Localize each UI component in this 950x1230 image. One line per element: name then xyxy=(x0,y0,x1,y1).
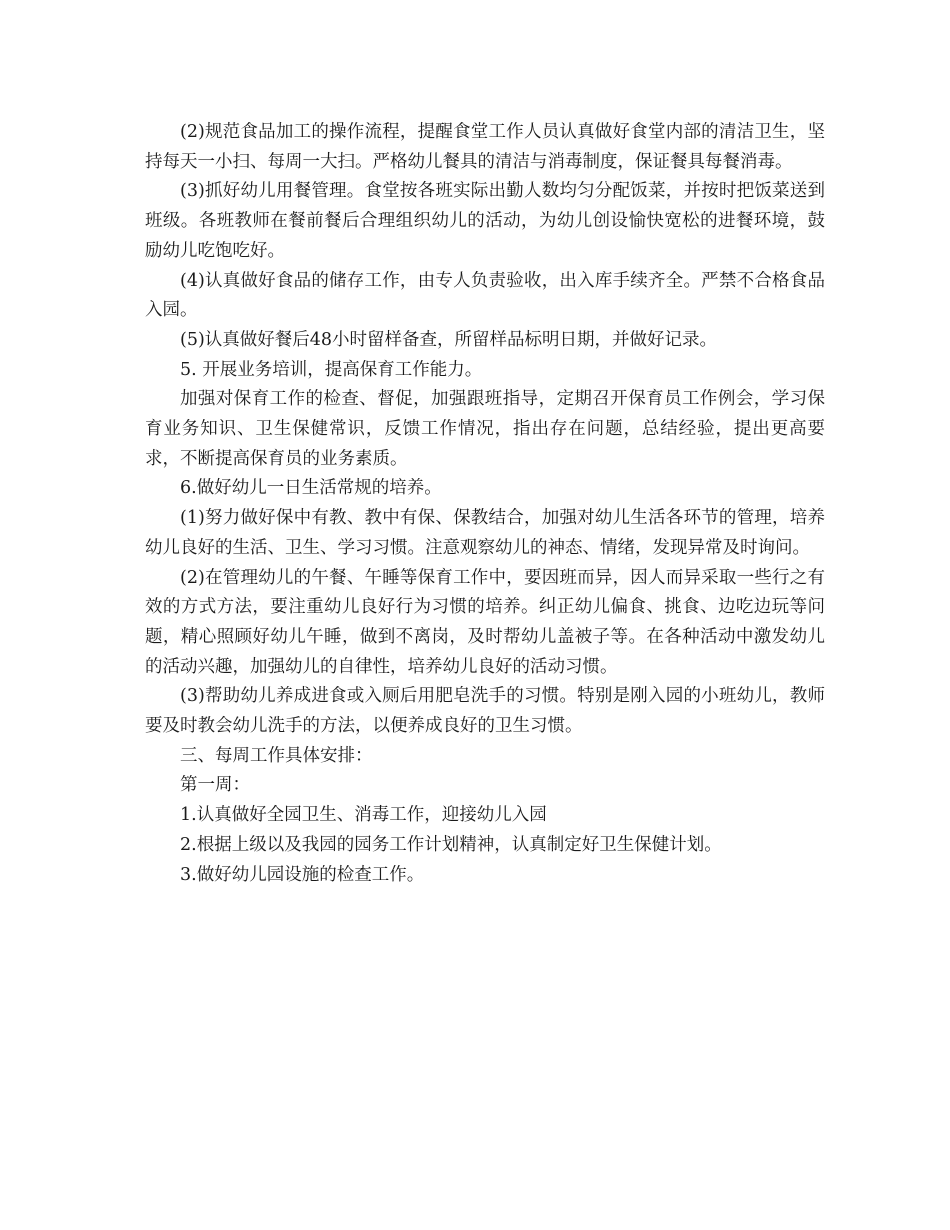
paragraph-routine-2: (2)在管理幼儿的午餐、午睡等保育工作中，要因班而异，因人而异采取一些行之有效的方式方法，要注重幼儿良好行为习惯的培养。纠正幼儿偏食、挑食、边吃边玩等问题，精心照顾好幼儿午睡，做到不离岗，及时帮幼儿盖被子等。在各种活动中激发幼儿的活动兴趣，加强幼儿的自律性，培养幼儿良好的活动习惯。 xyxy=(145,567,825,677)
list-item-week-one-3: 3.做好幼儿园设施的检查工作。 xyxy=(180,864,425,885)
paragraph-food-processing: (2)规范食品加工的操作流程，提醒食堂工作人员认真做好食堂内部的清洁卫生，坚持每天一小扫、每周一大扫。严格幼儿餐具的清洁与消毒制度，保证餐具每餐消毒。 xyxy=(145,122,825,172)
paragraph-routine-1: (1)努力做好保中有教、教中有保、保教结合，加强对幼儿生活各环节的管理，培养幼儿良好的生活、卫生、学习习惯。注意观察幼儿的神态、情绪，发现异常及时询问。 xyxy=(145,508,825,558)
paragraph-food-sample: (5)认真做好餐后48小时留样备查，所留样品标明日期，并做好记录。 xyxy=(180,329,718,350)
paragraph-routine-3: (3)帮助幼儿养成进食或入厕后用肥皂洗手的习惯。特别是刚入园的小班幼儿，教师要及时教会幼儿洗手的方法，以便养成良好的卫生习惯。 xyxy=(145,686,825,737)
paragraph-meal-management: (3)抓好幼儿用餐管理。食堂按各班实际出勤人数均匀分配饭菜，并按时把饭菜送到班级。各班教师在餐前餐后合理组织幼儿的活动，为幼儿创设愉快宽松的进餐环境，鼓励幼儿吃饱吃好。 xyxy=(145,181,825,261)
paragraph-training-details: 加强对保育工作的检查、督促，加强跟班指导，定期召开保育员工作例会，学习保育业务知识、卫生保健常识，反馈工作情况，指出存在问题，总结经验，提出更高要求，不断提高保育员的业务素质。 xyxy=(145,389,825,469)
heading-business-training: 5. 开展业务培训，提高保育工作能力。 xyxy=(180,359,483,380)
heading-week-one: 第一周： xyxy=(180,775,250,796)
heading-daily-routine: 6.做好幼儿一日生活常规的培养。 xyxy=(180,478,442,499)
list-item-week-one-1: 1.认真做好全园卫生、消毒工作，迎接幼儿入园 xyxy=(180,805,547,826)
list-item-week-one-2: 2.根据上级以及我园的园务工作计划精神，认真制定好卫生保健计划。 xyxy=(180,834,722,855)
heading-weekly-schedule: 三、每周工作具体安排： xyxy=(180,745,373,766)
paragraph-food-storage: (4)认真做好食品的储存工作，由专人负责验收，出入库手续齐全。严禁不合格食品入园。 xyxy=(145,270,825,321)
document-body xyxy=(145,118,825,890)
